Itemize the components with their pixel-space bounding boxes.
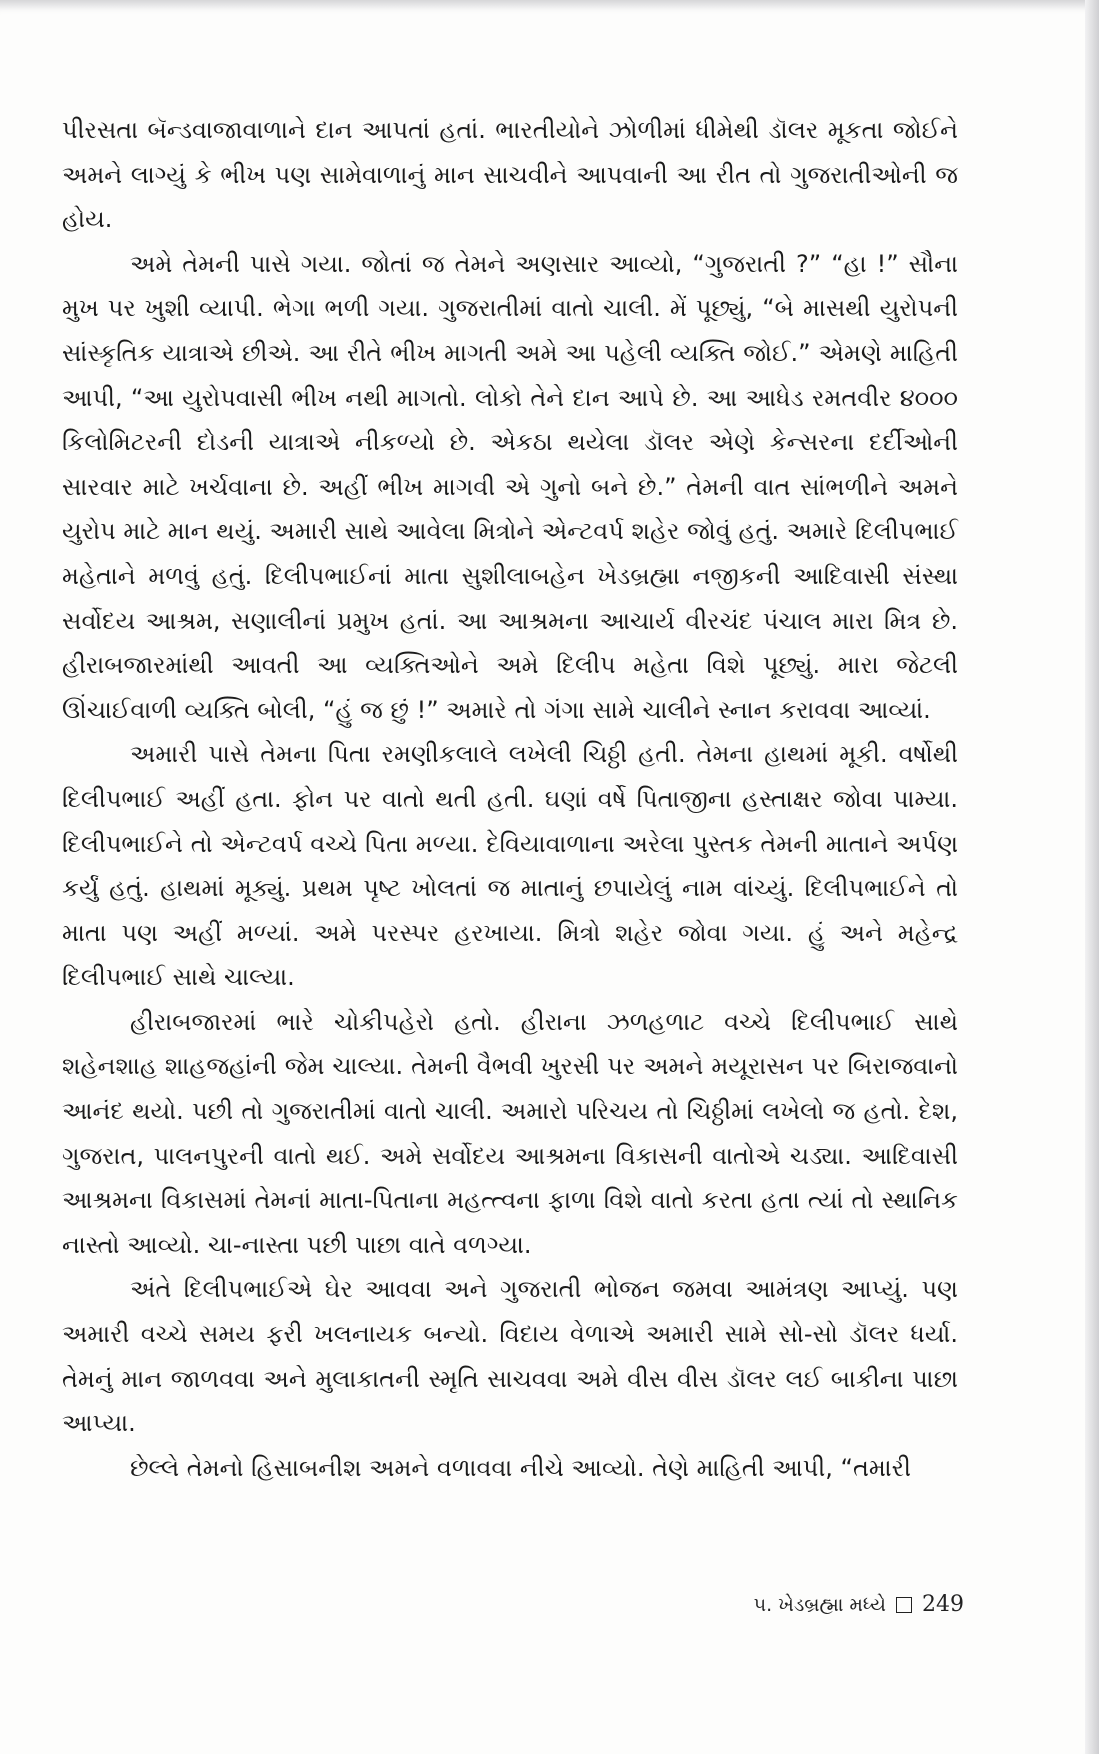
paragraph-5: અંતે દિલીપભાઈએ ઘેર આવવા અને ગુજરાતી ભોજન જમવા આમંત્રણ આપ્યું. પણ અમારી વચ્ચે સમય ફરી ખલનાયક બન્યો. વિદાય વેળાએ અમારી સામે સો-સો ડૉલર ધર્યા. તેમનું માન જાળવવા અને મુલાકાતની સ્મૃતિ સાચવવા અમે વીસ વીસ ડૉલર લઈ બાકીના પાછા આપ્યા. xyxy=(62,1275,958,1438)
square-separator-icon xyxy=(896,1597,912,1613)
chapter-title: ૫. ખેડબ્રહ્મા મધ્યે xyxy=(753,1593,886,1616)
page-top-edge xyxy=(0,0,1099,10)
paragraph-2: અમે તેમની પાસે ગયા. જોતાં જ તેમને અણસાર આવ્યો, “ગુજરાતી ?” “હા !” સૌના મુખ પર ખુશી વ્યાપી. ભેગા ભળી ગયા. ગુજરાતીમાં વાતો ચાલી. મેં પૂછ્યું, “બે માસથી યુરોપની સાંસ્કૃતિક યાત્રાએ છીએ. આ રીતે ભીખ માગતી અમે આ પહેલી વ્યક્તિ જોઈ.” એમણે માહિતી આપી, “આ યુરોપવાસી ભીખ નથી માગતો. લોકો તેને દાન આપે છે. આ આધેડ રમતવીર ૪૦૦૦ કિલોમિટરની દોડની યાત્રાએ નીકળ્યો છે. એકઠા થયેલા ડૉલર એણે કેન્સરના દર્દીઓની સારવાર માટે ખર્ચવાના છે. અહીં ભીખ માગવી એ ગુનો બને છે.” તેમની વાત સાંભળીને અમને યુરોપ માટે માન થયું. અમારી સાથે આવેલા મિત્રોને એન્ટવર્પ શહેર જોવું હતું. અમારે દિલીપભાઈ મહેતાને મળવું હતું. દિલીપભાઈનાં માતા સુશીલાબહેન ખેડબ્રહ્મા નજીકની આદિવાસી સંસ્થા સર્વોદય આશ્રમ, સણાલીનાં પ્રમુખ હતાં. આ આશ્રમના આચાર્ય વીરચંદ પંચાલ મારા મિત્ર છે. હીરાબજારમાંથી આવતી આ વ્યક્તિઓને અમે દિલીપ મહેતા વિશે પૂછ્યું. મારા જેટલી ઊંચાઈવાળી વ્યક્તિ બોલી, “હું જ છું !” અમારે તો ગંગા સામે ચાલીને સ્નાન કરાવવા આવ્યાં. xyxy=(62,249,958,724)
paragraph-4: હીરાબજારમાં ભારે ચોકીપહેરો હતો. હીરાના ઝળહળાટ વચ્ચે દિલીપભાઈ સાથે શહેનશાહ શાહજહાંની જેમ ચાલ્યા. તેમની વૈભવી ખુરસી પર અમને મયૂરાસન પર બિરાજવાનો આનંદ થયો. પછી તો ગુજરાતીમાં વાતો ચાલી. અમારો પરિચય તો ચિઠ્ઠીમાં લખેલો જ હતો. દેશ, ગુજરાત, પાલનપુરની વાતો થઈ. અમે સર્વોદય આશ્રમના વિકાસની વાતોએ ચડ્યા. આદિવાસી આશ્રમના વિકાસમાં તેમનાં માતા-પિતાના મહત્ત્વના ફાળા વિશે વાતો કરતા હતા ત્યાં તો સ્થાનિક નાસ્તો આવ્યો. ચા-નાસ્તા પછી પાછા વાતે વળગ્યા. xyxy=(62,1007,958,1259)
body-text xyxy=(62,108,958,1490)
paragraph-3: અમારી પાસે તેમના પિતા રમણીકલાલે લખેલી ચિઠ્ઠી હતી. તેમના હાથમાં મૂકી. વર્ષોથી દિલીપભાઈ અહીં હતા. ફોન પર વાતો થતી હતી. ઘણાં વર્ષે પિતાજીના હસ્તાક્ષર જોવા પામ્યા. દિલીપભાઈને તો એન્ટવર્પ વચ્ચે પિતા મળ્યા. દેવિયાવાળાના અરેલા પુસ્તક તેમની માતાને અર્પણ કર્યું હતું. હાથમાં મૂક્યું. પ્રથમ પૃષ્ટ ખોલતાં જ માતાનું છપાયેલું નામ વાંચ્યું. દિલીપભાઈને તો માતા પણ અહીં મળ્યાં. અમે પરસ્પર હરખાયા. મિત્રો શહેર જોવા ગયા. હું અને મહેન્દ્ર દિલીપભાઈ સાથે ચાલ્યા. xyxy=(62,740,958,992)
page-right-edge xyxy=(1085,0,1099,1754)
page-number: 249 xyxy=(922,1592,964,1617)
paragraph-6: છેલ્લે તેમનો હિસાબનીશ અમને વળાવવા નીચે આવ્યો. તેણે માહિતી આપી, “તમારી xyxy=(130,1453,911,1482)
page-footer xyxy=(754,1592,964,1617)
paragraph-1: પીરસતા બૅન્ડવાજાવાળાને દાન આપતાં હતાં. ભારતીયોને ઝોળીમાં ધીમેથી ડૉલર મૂકતા જોઈને અમને લાગ્યું કે ભીખ પણ સામેવાળાનું માન સાચવીને આપવાની આ રીત તો ગુજરાતીઓની જ હોય. xyxy=(62,116,958,234)
